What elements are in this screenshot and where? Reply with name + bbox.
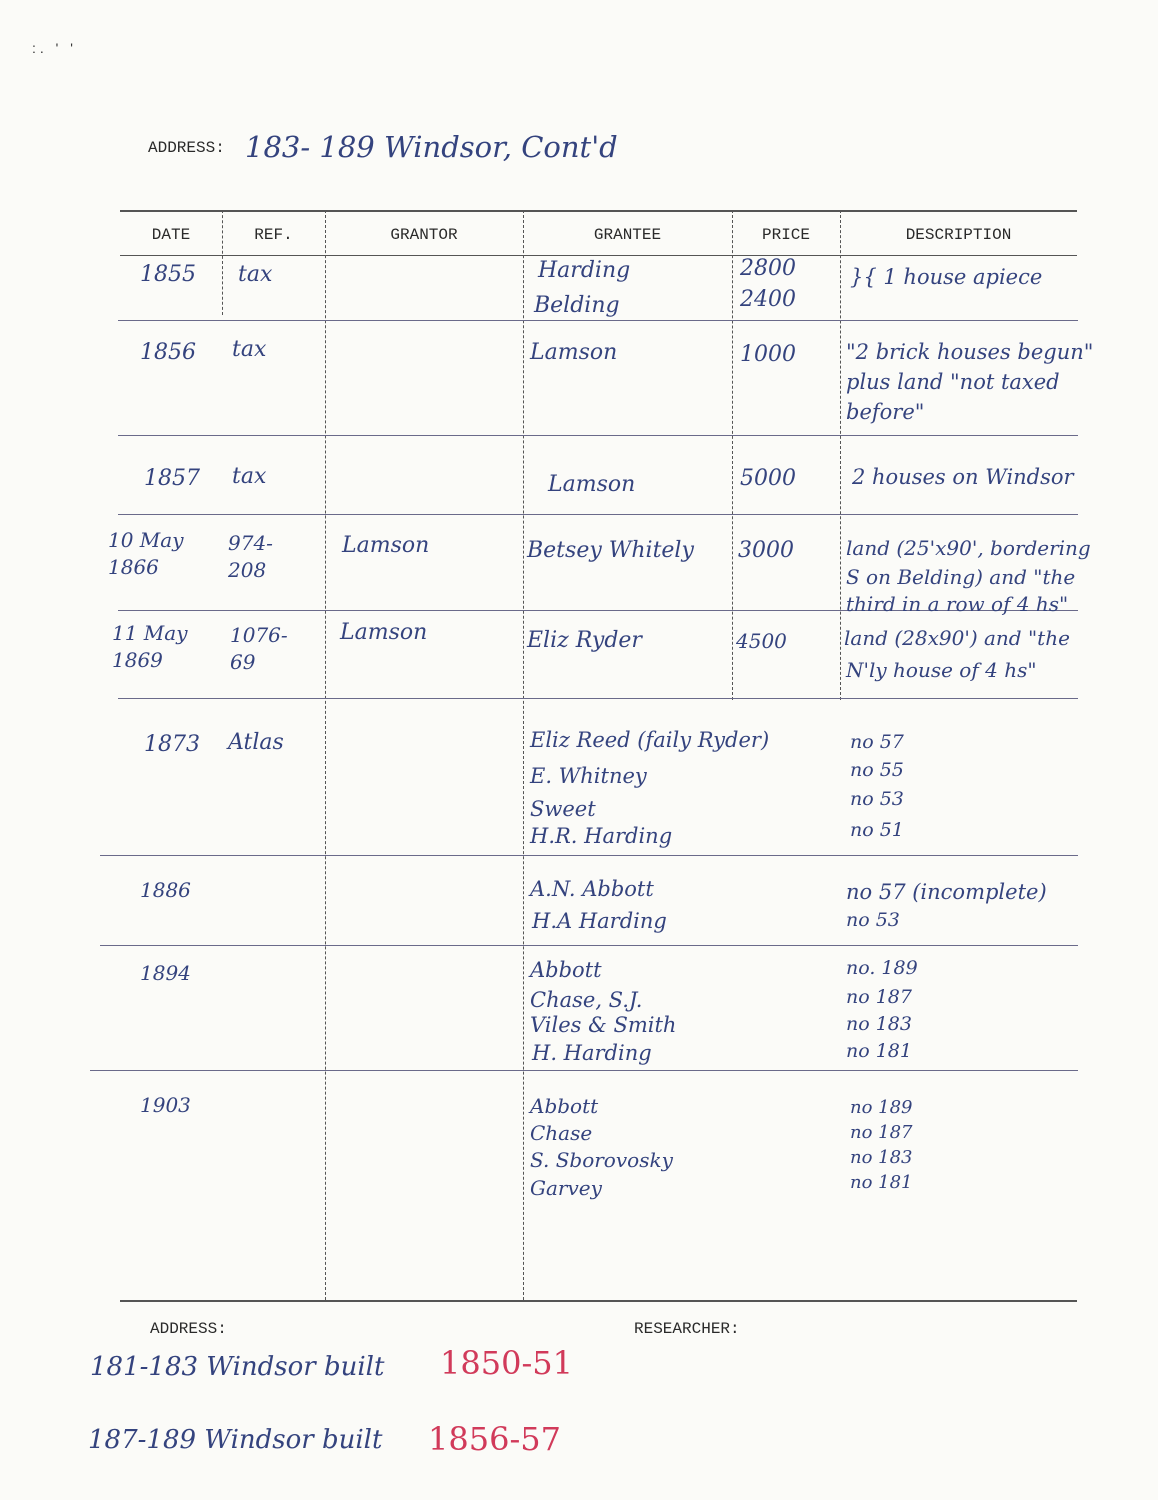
row-grantee: H.R. Harding: [530, 824, 673, 848]
row-price: 3000: [738, 538, 794, 563]
row-grantee: S. Sborovosky: [530, 1148, 673, 1172]
row-grantee: A.N. Abbott: [530, 877, 654, 901]
row-description: no 181: [850, 1172, 913, 1193]
row-date: 1894: [140, 961, 191, 985]
row-price: 4500: [736, 629, 787, 653]
address-label: ADDRESS:: [148, 139, 225, 157]
row-description: no 57: [850, 731, 904, 753]
row-separator: [100, 855, 1078, 856]
row-grantee: Eliz Reed (faily Ryder): [530, 728, 770, 752]
row-ref: 1076- 69: [230, 623, 288, 674]
row-grantee: Belding: [534, 293, 620, 318]
row-separator: [90, 1070, 1078, 1071]
col-header-grantor: GRANTOR: [390, 226, 458, 244]
row-description: S on Belding) and "the: [846, 565, 1076, 589]
row-ref: Atlas: [228, 730, 284, 755]
row-description: no 53: [846, 909, 900, 931]
row-description: third in a row of 4 hs": [846, 592, 1069, 616]
row-grantee: H.A Harding: [532, 909, 667, 933]
col-divider-grantee: [732, 210, 733, 700]
col-divider-price: [840, 210, 841, 700]
header-bottom-rule: [120, 255, 1077, 256]
footer-researcher-label: RESEARCHER:: [634, 1320, 740, 1338]
col-header-description: DESCRIPTION: [905, 226, 1012, 244]
row-separator: [118, 698, 1078, 699]
row-grantee: Lamson: [548, 472, 636, 497]
row-grantee: Chase, S.J.: [530, 988, 643, 1012]
row-description: no 187: [846, 986, 912, 1008]
row-description: no 189: [850, 1097, 913, 1118]
row-description: 2 houses on Windsor: [852, 465, 1074, 489]
row-description: no 57 (incomplete): [846, 880, 1047, 904]
row-date: 10 May 1866: [108, 528, 184, 579]
row-grantor: Lamson: [340, 620, 428, 645]
row-separator: [100, 945, 1078, 946]
row-date: 1857: [144, 466, 200, 491]
row-grantee: Abbott: [530, 958, 602, 982]
row-description: no 187: [850, 1122, 913, 1143]
table-top-rule: [120, 210, 1077, 212]
row-date: 1855: [140, 262, 196, 287]
row-date: 11 May 1869: [112, 621, 188, 672]
row-grantor: Lamson: [342, 533, 430, 558]
col-divider-grantor: [523, 210, 524, 1300]
row-description: no 53: [850, 788, 904, 810]
row-separator: [118, 435, 1078, 436]
row-description: land (25'x90', bordering: [846, 536, 1091, 560]
row-description: plus land "not taxed: [846, 370, 1060, 394]
row-grantee: Viles & Smith: [530, 1013, 677, 1037]
row-price: 2400: [740, 287, 796, 312]
col-header-date: DATE: [151, 226, 191, 244]
row-description: }{ 1 house apiece: [850, 265, 1043, 289]
row-grantee: Garvey: [530, 1176, 602, 1200]
row-separator: [118, 514, 1078, 515]
row-grantee: Abbott: [530, 1094, 599, 1118]
row-grantee: E. Whitney: [530, 764, 647, 788]
row-grantee: Chase: [530, 1121, 593, 1145]
footer-address-label: ADDRESS:: [150, 1320, 227, 1338]
row-ref: tax: [238, 262, 273, 287]
row-date: 1886: [140, 878, 191, 902]
row-ref: tax: [232, 337, 267, 362]
table-bottom-rule: [120, 1300, 1077, 1302]
paper-specks: :. ' ': [32, 40, 77, 56]
row-description: land (28x90') and "the: [844, 626, 1070, 650]
row-description: before": [846, 400, 925, 424]
row-date: 1903: [140, 1093, 191, 1117]
build-note: 181-183 Windsor built: [90, 1352, 385, 1382]
row-description: N'ly house of 4 hs": [846, 658, 1037, 682]
build-year: 1856-57: [428, 1420, 561, 1458]
row-price: 5000: [740, 466, 796, 491]
address-value: 183- 189 Windsor, Cont'd: [245, 130, 618, 164]
row-date: 1873: [144, 732, 200, 757]
col-header-price: PRICE: [761, 226, 810, 244]
row-description: no 183: [850, 1147, 913, 1168]
row-grantee: H. Harding: [532, 1041, 652, 1065]
row-grantee: Harding: [538, 258, 631, 283]
col-divider-ref: [325, 210, 326, 1300]
row-grantee: Eliz Ryder: [527, 628, 642, 653]
row-description: no 183: [846, 1013, 912, 1035]
row-description: no. 189: [846, 957, 918, 979]
row-ref: tax: [232, 464, 267, 489]
row-separator: [118, 320, 1078, 321]
col-header-grantee: GRANTEE: [593, 226, 662, 244]
row-ref: 974- 208: [228, 531, 273, 582]
build-year: 1850-51: [440, 1344, 573, 1382]
row-description: no 55: [850, 759, 904, 781]
row-price: 2800: [740, 256, 796, 281]
row-grantee: Sweet: [530, 797, 596, 821]
row-grantee: Betsey Whitely: [527, 538, 694, 563]
row-date: 1856: [140, 340, 196, 365]
col-header-ref: REF.: [254, 226, 293, 244]
row-description: no 181: [846, 1040, 912, 1062]
row-description: "2 brick houses begun": [846, 340, 1094, 364]
row-grantee: Lamson: [530, 340, 618, 365]
row-description: no 51: [850, 819, 904, 841]
build-note: 187-189 Windsor built: [88, 1425, 383, 1455]
row-price: 1000: [740, 342, 796, 367]
